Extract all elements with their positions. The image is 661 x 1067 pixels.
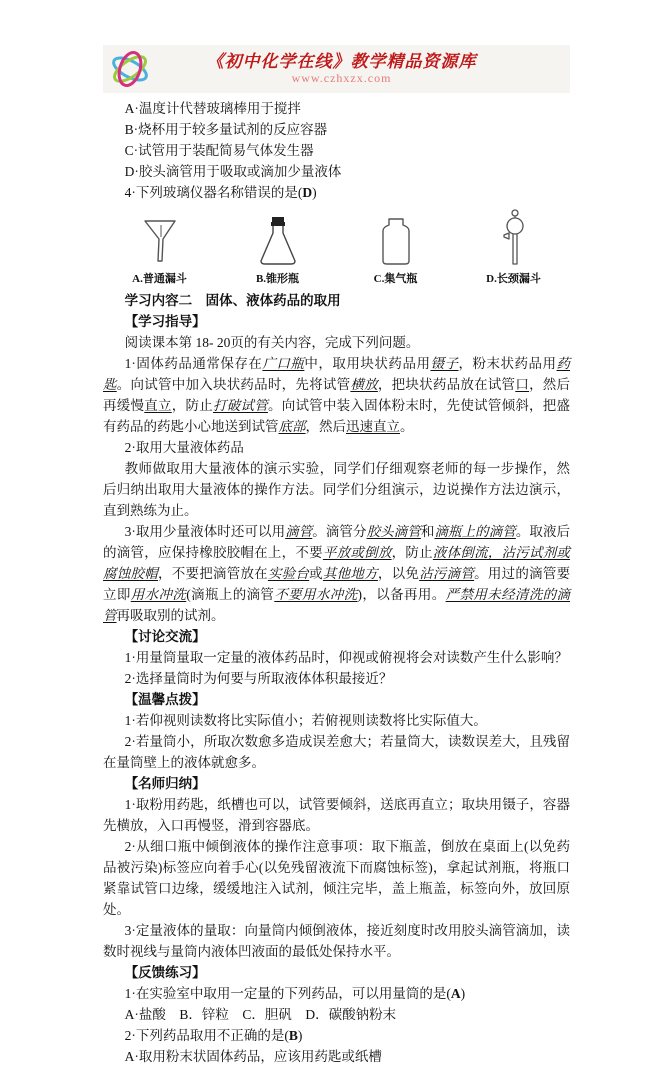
text-run: ，粉末状药品用 — [458, 356, 557, 371]
section-heading — [103, 689, 570, 710]
text-run: 2·从细口瓶中倾倒液体的操作注意事项：取下瓶盖，倒放在桌面上(以免药品被污染)标签应向着手心(以免残留液流下而腐蚀标签)，拿起试剂瓶，将瓶口紧靠试管口边缘，缓缓地注入试剂，倾注完毕，盖上瓶盖，标签向外，放回原处。 — [103, 839, 570, 917]
text-run: 【温馨点拨】 — [124, 692, 206, 707]
filled-answer: 口 — [515, 377, 530, 392]
figure-item-conical-flask — [236, 215, 320, 286]
text-run: 3·定量液体的量取：向量筒内倾倒液体，接近刻度时改用胶头滴管滴加，读数时视线与量筒内液体凹液面的最低处保持水平。 — [103, 923, 570, 959]
text-run: C·试管用于装配简易气体发生器 — [124, 143, 314, 158]
text-run: 【名师归纳】 — [124, 776, 206, 791]
text-run: 【讨论交流】 — [124, 629, 206, 644]
funnel-icon — [140, 217, 180, 267]
text-run: 2·若量筒小，所取次数愈多造成误差愈大；若量筒大，读数误差大，且残留在量筒壁上的液体就愈多。 — [103, 734, 570, 770]
paragraph — [103, 353, 570, 437]
text-run: D — [302, 185, 313, 200]
text-run: 阅读课本第 18- 20页的有关内容，完成下列问题。 — [124, 335, 420, 350]
text-run: ，然后 — [305, 419, 346, 434]
text-run: 1·固体药品通常保存在 — [124, 356, 263, 371]
figure-item-gas-bottle — [354, 215, 438, 286]
text-run: (滴瓶上的滴管 — [186, 587, 275, 602]
text-run: 2·取用大量液体药品 — [124, 440, 244, 455]
figure-label: B.锥形瓶 — [255, 273, 300, 285]
lesson-content-block — [103, 290, 570, 1067]
atom-logo-icon — [107, 46, 153, 92]
text-run: ，以免 — [377, 566, 420, 581]
text-run: )，以备再用。 — [357, 587, 446, 602]
paragraph — [103, 332, 570, 353]
filled-answer: 迅速直立 — [346, 419, 400, 434]
paragraph — [103, 1025, 570, 1046]
document-body — [103, 98, 570, 1067]
text-run: 4·下列玻璃仪器名称错误的是( — [124, 185, 303, 200]
paragraph — [103, 836, 570, 920]
filled-answer: 液体倒流，沾污试剂或腐蚀胶帽 — [103, 545, 571, 581]
text-run: ) — [312, 185, 317, 200]
filled-answer: 滴管 — [285, 524, 313, 539]
paragraph — [103, 140, 570, 161]
text-run: B·烧杯用于较多量试剂的反应容器 — [124, 122, 328, 137]
paragraph — [103, 647, 570, 668]
text-run: 3·取用少量液体时还可以用 — [124, 524, 286, 539]
text-run: 。 — [400, 419, 414, 434]
text-run: 教师做取用大量液体的演示实验，同学们仔细观察老师的每一步操作，然后归纳出取用大量液体的操作方法。同学们分组演示，边说操作方法边演示，直到熟练为止。 — [103, 461, 570, 518]
text-run: A — [450, 986, 461, 1001]
paragraph — [103, 437, 570, 458]
filled-answer: 胶头滴管 — [366, 524, 421, 539]
filled-answer: 底部 — [278, 419, 306, 434]
paragraph — [103, 161, 570, 182]
text-run: 1·在实验室中取用一定量的下列药品，可以用量筒的是( — [124, 986, 451, 1001]
filled-answer: 药匙 — [103, 356, 571, 392]
filled-answer: 平放或倒放 — [322, 545, 392, 560]
text-run: 1·若仰视则读数将比实际值小；若俯视则读数将比实际值大。 — [124, 713, 487, 728]
filled-answer: 直立 — [144, 398, 172, 413]
text-run: 或 — [309, 566, 323, 581]
text-run: 【反馈练习】 — [124, 965, 206, 980]
section-heading — [103, 311, 570, 332]
text-run: 。滴管分 — [312, 524, 367, 539]
text-run: 1·用量筒量取一定量的液体药品时，仰视或俯视将会对读数产生什么影响？ — [124, 650, 568, 665]
paragraph — [103, 794, 570, 836]
paragraph — [103, 458, 570, 521]
text-run: 2·选择量筒时为何要与所取液体体积最接近？ — [124, 671, 393, 686]
text-run: ，不要把滴管放在 — [157, 566, 268, 581]
glassware-figure — [103, 209, 570, 286]
filled-answer: 不要用水冲洗 — [274, 587, 358, 602]
text-run: A·取用粉末状固体药品，应该用药匙或纸槽 — [124, 1049, 382, 1064]
text-run: ，把块状药品放在试管 — [377, 377, 516, 392]
text-run: 再吸取别的试剂。 — [116, 608, 225, 623]
paragraph — [103, 182, 570, 203]
paragraph — [103, 1046, 570, 1067]
paragraph — [103, 731, 570, 773]
filled-answer: 用水冲洗 — [130, 587, 187, 602]
text-run: A·温度计代替玻璃棒用于搅拌 — [124, 101, 301, 116]
site-title: 《初中化学在线》教学精品资源库 — [206, 52, 477, 72]
figure-item-funnel — [118, 217, 202, 286]
filled-answer: 实验台 — [267, 566, 310, 581]
document-page — [103, 0, 570, 1067]
text-run: 学习内容二 固体、液体药品的取用 — [124, 293, 341, 308]
text-run: B — [288, 1028, 298, 1043]
section-heading — [103, 773, 570, 794]
figure-label: C.集气瓶 — [373, 273, 418, 285]
figure-label: A.普通漏斗 — [132, 273, 187, 285]
filled-answer: 其他地方 — [322, 566, 378, 581]
section-heading — [103, 962, 570, 983]
long-neck-funnel-icon — [497, 209, 531, 267]
conical-flask-icon — [257, 215, 299, 267]
text-run: D·胶头滴管用于吸取或滴加少量液体 — [124, 164, 342, 179]
text-run: 中，取用块状药品用 — [304, 356, 431, 371]
filled-answer: 沾污滴管 — [419, 566, 475, 581]
figure-item-long-neck-funnel — [472, 209, 556, 286]
text-run: 。取液后的滴管，应保持橡胶胶帽在上，不要 — [103, 524, 571, 560]
text-run: 。用过的滴管要立即 — [103, 566, 571, 602]
text-run: 。向试管中装入固体粉末时，先使试管倾斜，把盛有药品的药匙小心地送到试管 — [103, 398, 571, 434]
figure-label: D.长颈漏斗 — [486, 273, 541, 285]
header-banner — [103, 45, 570, 93]
paragraph — [103, 668, 570, 689]
filled-answer: 打破试管 — [212, 398, 268, 413]
text-run: A·盐酸 B．锌粒 C．胆矾 D．碳酸钠粉末 — [124, 1007, 397, 1022]
text-run: ，防止 — [171, 398, 213, 413]
paragraph — [103, 920, 570, 962]
filled-answer: 严禁用未经清洗的滴管 — [103, 587, 571, 623]
filled-answer: 广口瓶 — [262, 356, 305, 371]
paragraph — [103, 983, 570, 1004]
paragraph — [103, 119, 570, 140]
text-run: ，防止 — [391, 545, 433, 560]
paragraph — [103, 710, 570, 731]
paragraph — [103, 98, 570, 119]
section-heading — [103, 290, 570, 311]
section-heading — [103, 626, 570, 647]
gas-bottle-icon — [378, 215, 414, 267]
header-text — [153, 53, 570, 85]
question-block — [103, 98, 570, 203]
text-run: 1·取粉用药匙，纸槽也可以，试管要倾斜，送底再直立；取块用镊子，容器先横放，入口再慢竖，滑到容器底。 — [103, 797, 570, 833]
filled-answer: 横放 — [350, 377, 378, 392]
text-run: 和 — [420, 524, 435, 539]
text-run: 。向试管中加入块状药品时，先将试管 — [116, 377, 351, 392]
site-url-link[interactable]: www.czhxzx.com — [291, 70, 392, 85]
text-run: ) — [460, 986, 466, 1001]
filled-answer: 滴瓶上的滴管 — [434, 524, 516, 539]
text-run: 【学习指导】 — [124, 314, 206, 329]
filled-answer: 镊子 — [430, 356, 459, 371]
text-run: 2·下列药品取用不正确的是( — [124, 1028, 289, 1043]
paragraph — [103, 521, 570, 626]
paragraph — [103, 1004, 570, 1025]
text-run: ) — [297, 1028, 303, 1043]
text-run: ，然后再缓慢 — [103, 377, 571, 413]
